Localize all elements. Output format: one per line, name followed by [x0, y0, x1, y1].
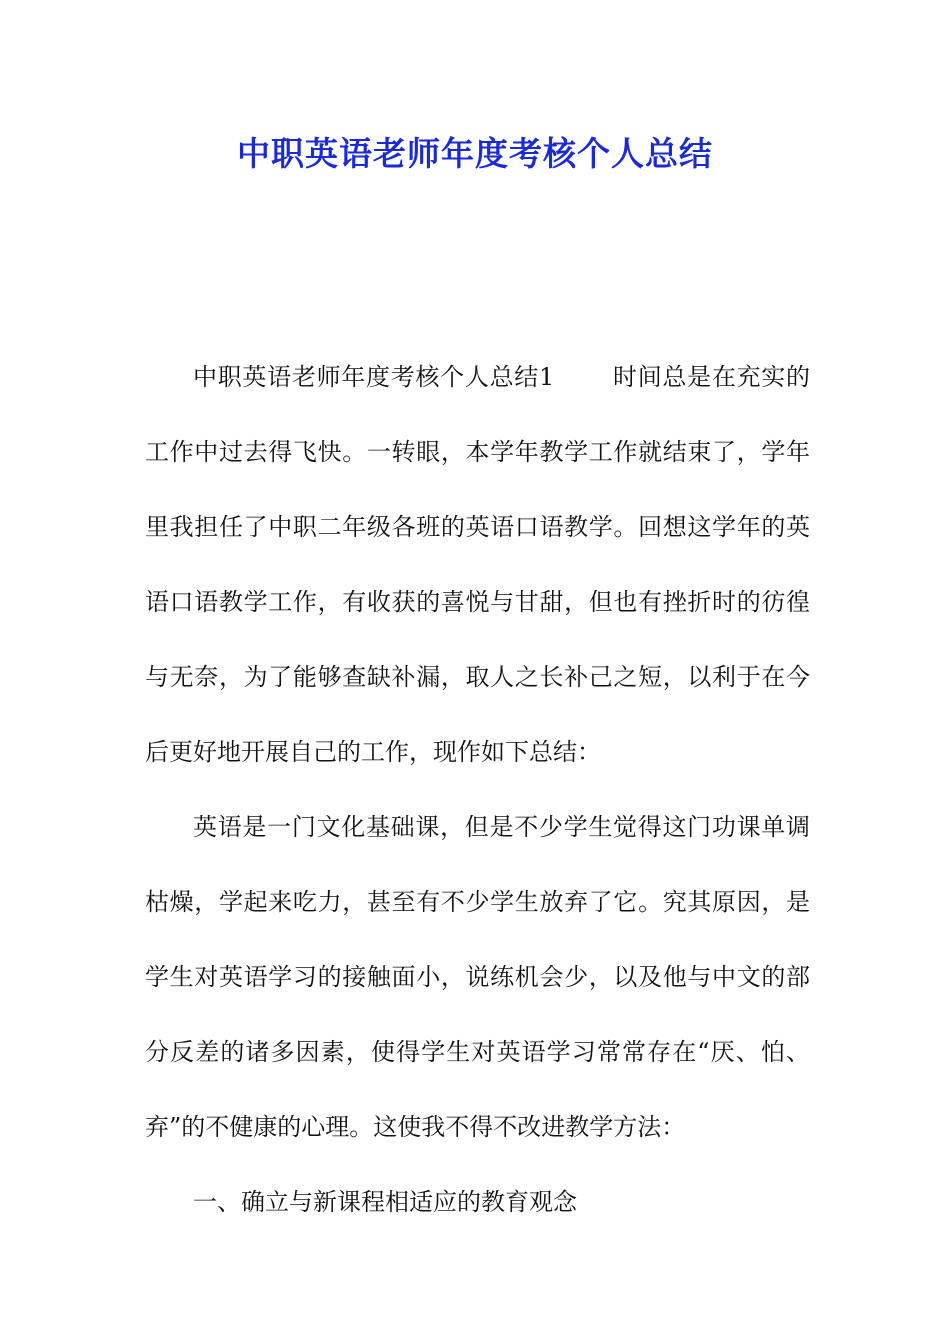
- paragraph-2: [145, 790, 810, 1165]
- paragraph-1: [145, 340, 810, 790]
- section-heading-text: 一、确立与新课程相适应的教育观念: [193, 1188, 577, 1216]
- paragraph-text: 英语是一门文化基础课，但是不少学生觉得这门功课单调枯燥，学起来吃力，甚至有不少学生放弃了它。究其原因，是学生对英语学习的接触面小，说练机会少，以及他与中文的部分反差的诸多因素，使得学生对英语学习常常存在“厌、怕、弃”的不健康的心理。这使我不得不改进教学方法：: [145, 813, 810, 1141]
- paragraph-text: 时间总是在充实的工作中过去得飞快。一转眼，本学年教学工作就结束了，学年里我担任了中职二年级各班的英语口语教学。回想这学年的英语口语教学工作，有收获的喜悦与甘甜，但也有挫折时的彷徨与无奈，为了能够查缺补漏，取人之长补己之短，以利于在今后更好地开展自己的工作，现作如下总结：: [145, 363, 810, 766]
- document-title: 中职英语老师年度考核个人总结: [237, 134, 713, 173]
- paragraph-lead: 中职英语老师年度考核个人总结1: [193, 363, 555, 391]
- section-heading: [145, 1165, 810, 1240]
- document-body: [145, 340, 810, 1240]
